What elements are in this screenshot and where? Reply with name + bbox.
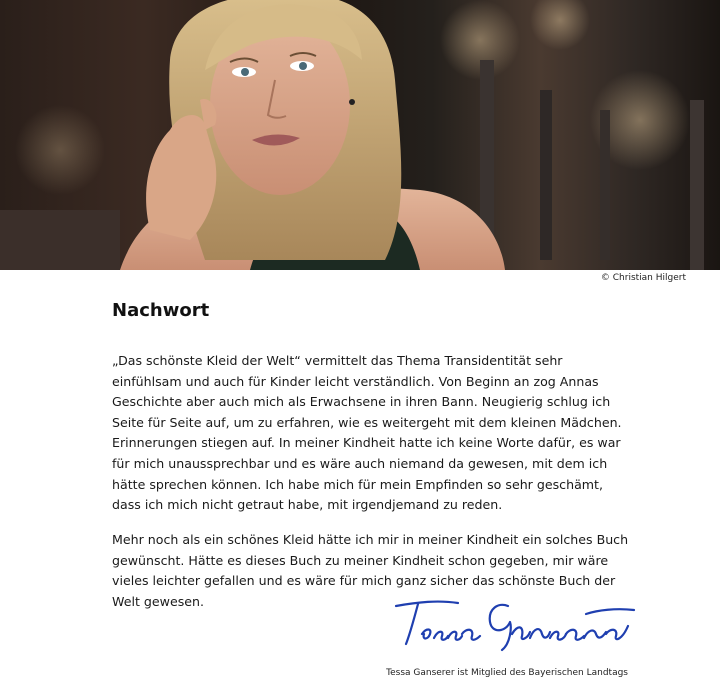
- portrait-photo: [0, 0, 720, 270]
- portrait-illustration: [0, 0, 720, 270]
- photo-credit: © Christian Hilgert: [600, 273, 686, 283]
- handwritten-signature: [388, 594, 638, 654]
- afterword-paragraph-1: „Das schönste Kleid der Welt“ vermittelt das Thema Transidentität sehr einfühlsam und auch für Kinder leicht verständlich. Von Beginn an zog Annas Geschichte aber auch mich als Erwachsene in ihren Bann. Neugierig schlug ich Seite für Seite auf, um zu erfahren, wie es weitergeht mit dem kleinen Mädchen. Erinnerungen stiegen auf. In meiner Kindheit hatte ich keine Worte dafür, es war für mich unaussprechbar und es wäre auch niemand da gewesen, mit dem ich hätte sprechen können. Ich habe mich für mein Empfinden so sehr geschämt, dass ich mich nicht getraut habe, mit irgendjemand zu reden.: [112, 353, 622, 513]
- signature-caption: Tessa Ganserer ist Mitglied des Bayerischen Landtags: [386, 668, 628, 678]
- page-title: Nachwort: [112, 300, 210, 321]
- afterword-paragraph-2: Mehr noch als ein schönes Kleid hätte ich mir in meiner Kindheit ein solches Buch gewünscht. Hätte es dieses Buch zu meiner Kindheit schon gegeben, mir wäre vieles leichter gefallen und es wäre für mich ganz sicher das schönste Buch der Welt gewesen.: [112, 532, 629, 609]
